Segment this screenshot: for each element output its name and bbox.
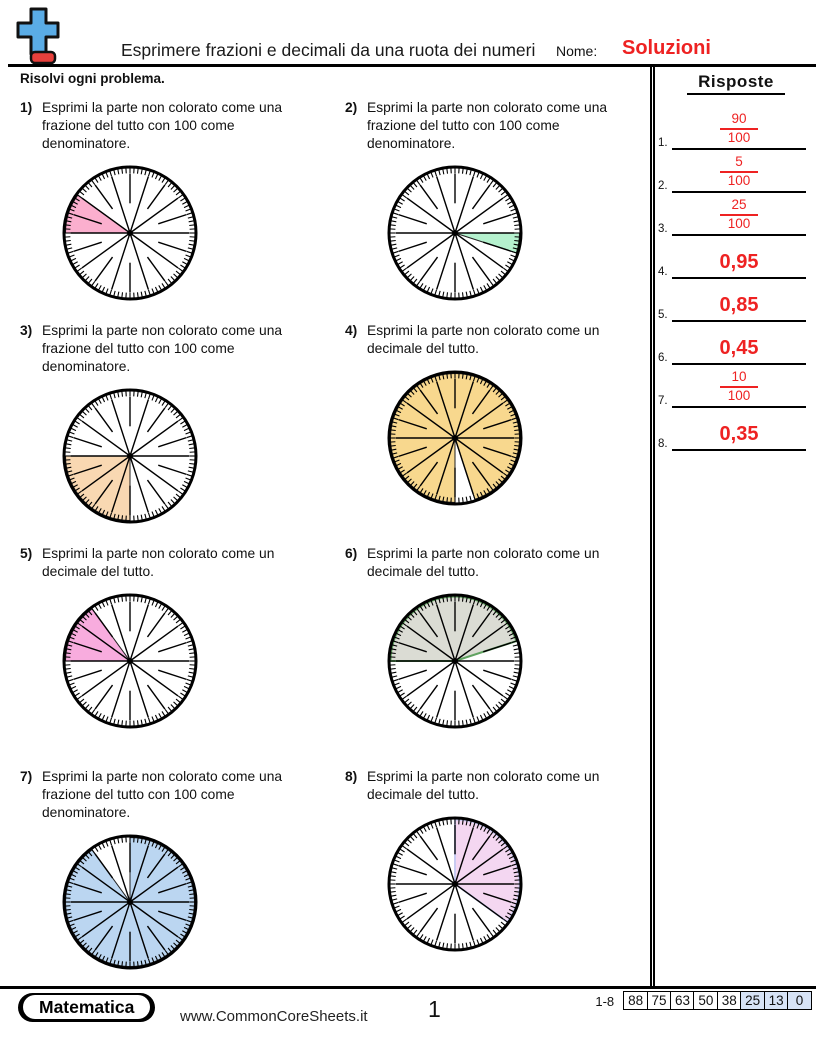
fraction-denominator: 100	[727, 173, 751, 189]
answer-item	[660, 154, 808, 197]
number-wheel	[385, 814, 525, 954]
answer-number: 3.	[658, 223, 668, 235]
answer-fraction	[672, 155, 806, 189]
problem-number: 6)	[345, 546, 358, 561]
problem-text-row	[20, 545, 345, 581]
number-wheel	[60, 386, 200, 526]
site-url: www.CommonCoreSheets.it	[180, 1008, 368, 1025]
fraction-denominator: 100	[727, 216, 751, 232]
red-bar-icon	[31, 52, 55, 63]
number-wheel	[385, 368, 525, 508]
problem	[345, 542, 652, 765]
answer-item	[660, 111, 808, 154]
answer-item	[660, 369, 808, 412]
problem-text-row	[20, 322, 345, 376]
problem	[345, 96, 652, 319]
score-cell: 50	[693, 991, 718, 1010]
problem-text-row	[345, 322, 652, 358]
problem	[20, 96, 345, 319]
answer-decimal: 0,95	[719, 251, 759, 273]
score-cell: 38	[717, 991, 742, 1010]
problem	[345, 319, 652, 542]
fraction-denominator: 100	[727, 388, 751, 404]
fraction-numerator: 10	[731, 369, 747, 385]
answers-column	[660, 72, 812, 455]
problem-number: 3)	[20, 323, 33, 338]
problem-text: Esprimi la parte non colorato come un decimale del tutto.	[367, 323, 600, 356]
answer-line	[672, 320, 806, 322]
problem	[20, 765, 345, 988]
problem-text-row	[345, 768, 652, 804]
answer-fraction	[672, 198, 806, 232]
brand-badge	[18, 993, 155, 1022]
answer-number: 4.	[658, 266, 668, 278]
score-cell: 88	[623, 991, 648, 1010]
answer-item	[660, 283, 808, 326]
number-wheel	[60, 591, 200, 731]
answer-decimal: 0,35	[719, 423, 759, 445]
answer-number: 7.	[658, 395, 668, 407]
number-wheel	[385, 591, 525, 731]
problem-text: Esprimi la parte non colorato come un decimale del tutto.	[42, 546, 275, 579]
score-cell: 75	[647, 991, 672, 1010]
answer-number: 6.	[658, 352, 668, 364]
score-table	[595, 991, 812, 1010]
problem-text: Esprimi la parte non colorato come un decimale del tutto.	[367, 546, 600, 579]
problem-text: Esprimi la parte non colorato come una frazione del tutto con 100 come denominatore.	[42, 100, 283, 151]
answer-line	[672, 449, 806, 451]
fraction-denominator: 100	[727, 130, 751, 146]
name-label: Nome:	[556, 43, 598, 59]
fraction-numerator: 90	[731, 111, 747, 127]
problem-text: Esprimi la parte non colorato come una frazione del tutto con 100 come denominatore.	[42, 323, 283, 374]
page-number: 1	[428, 996, 441, 1022]
answer-fraction	[672, 112, 806, 146]
problem-text-row	[20, 768, 345, 822]
problem-text-row	[345, 99, 652, 153]
problem-number: 4)	[345, 323, 358, 338]
answer-decimal: 0,45	[719, 337, 759, 359]
answer-line	[672, 234, 806, 236]
footer-rule	[0, 986, 816, 989]
answer-item	[660, 197, 808, 240]
answer-decimal: 0,85	[719, 294, 759, 316]
score-range-label: 1-8	[595, 994, 615, 1009]
answer-line	[672, 363, 806, 365]
fraction-numerator: 5	[735, 154, 743, 170]
answer-line	[672, 406, 806, 408]
answer-number: 1.	[658, 137, 668, 149]
score-cell: 25	[740, 991, 765, 1010]
answer-fraction	[672, 370, 806, 404]
problem-number: 5)	[20, 546, 33, 561]
problem	[20, 319, 345, 542]
problems-grid	[20, 96, 652, 988]
problem-text: Esprimi la parte non colorato come una frazione del tutto con 100 come denominatore.	[42, 769, 283, 820]
brand-logo	[16, 6, 60, 71]
number-wheel	[385, 163, 525, 303]
plus-icon	[16, 6, 60, 66]
brand-name: Matematica	[23, 995, 150, 1019]
answer-item	[660, 326, 808, 369]
problem-number: 2)	[345, 100, 358, 115]
problem-number: 1)	[20, 100, 33, 115]
answer-line	[672, 148, 806, 150]
instruction-text: Risolvi ogni problema.	[20, 71, 165, 86]
score-cell: 13	[764, 991, 789, 1010]
problem	[345, 765, 652, 988]
answer-number: 8.	[658, 438, 668, 450]
number-wheel	[60, 832, 200, 972]
answer-number: 5.	[658, 309, 668, 321]
solutions-value: Soluzioni	[622, 37, 711, 59]
score-cell: 63	[670, 991, 695, 1010]
answer-number: 2.	[658, 180, 668, 192]
header-rule	[8, 64, 816, 67]
problem-text-row	[20, 99, 345, 153]
answers-list	[660, 111, 812, 455]
answer-line	[672, 191, 806, 193]
problem-number: 7)	[20, 769, 33, 784]
page-title: Esprimere frazioni e decimali da una ruota dei numeri	[121, 40, 536, 60]
problem-number: 8)	[345, 769, 358, 784]
answer-line	[672, 277, 806, 279]
problem-text-row	[345, 545, 652, 581]
score-cells	[623, 991, 812, 1010]
answer-item	[660, 240, 808, 283]
score-cell: 0	[787, 991, 812, 1010]
answers-title: Risposte	[687, 72, 785, 95]
problem	[20, 542, 345, 765]
number-wheel	[60, 163, 200, 303]
fraction-numerator: 25	[731, 197, 747, 213]
problem-text: Esprimi la parte non colorato come una frazione del tutto con 100 come denominatore.	[367, 100, 608, 151]
problem-text: Esprimi la parte non colorato come un decimale del tutto.	[367, 769, 600, 802]
answer-item	[660, 412, 808, 455]
